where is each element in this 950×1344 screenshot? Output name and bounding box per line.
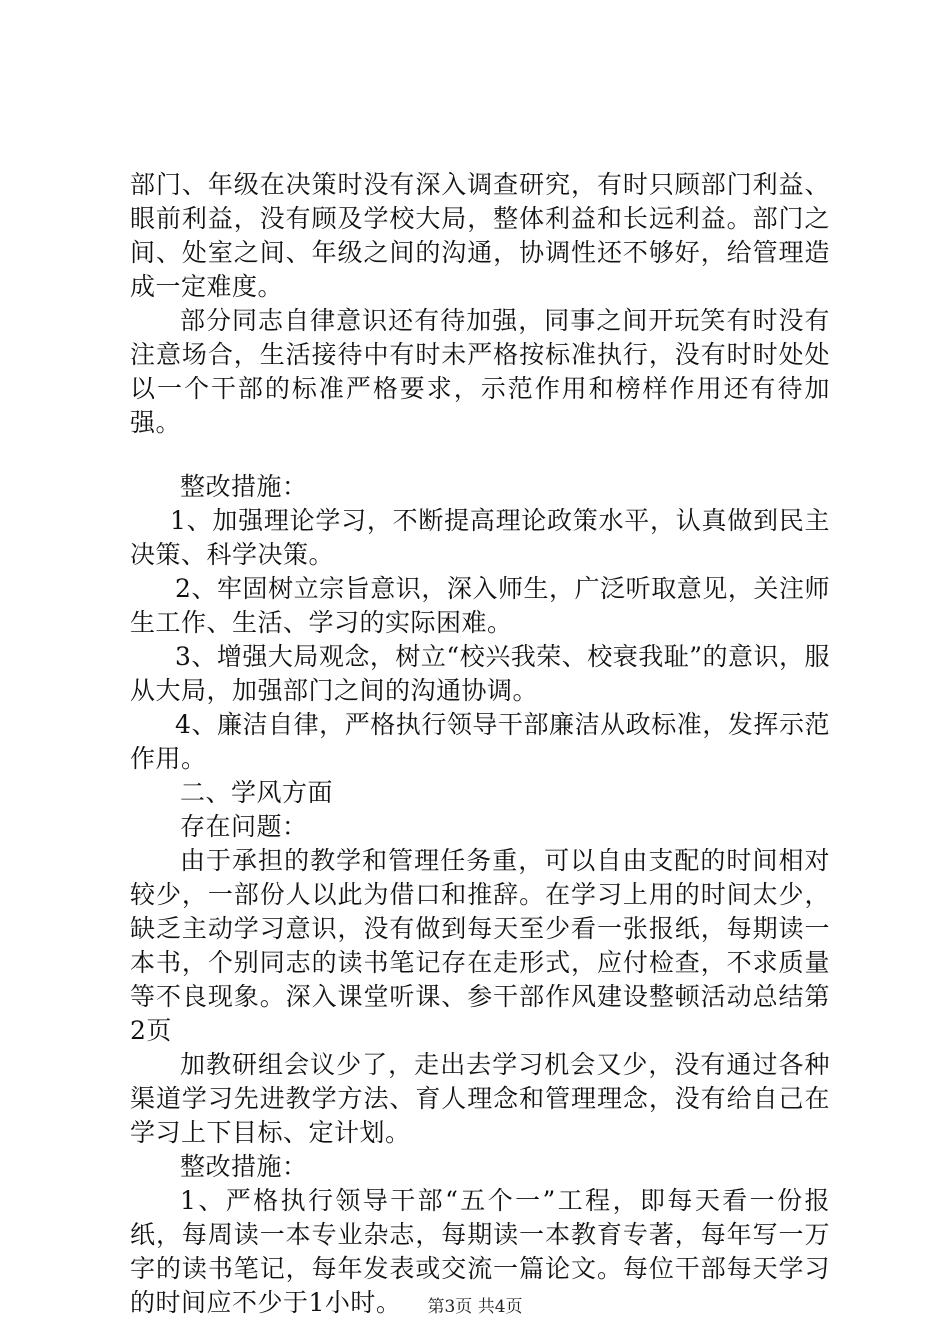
page-footer: 第3页 共4页 <box>427 1297 523 1317</box>
measure-item-3: 3、增强大局观念，树立“校兴我荣、校衰我耻”的意识，服从大局，加强部门之间的沟通协调。 <box>130 642 830 705</box>
paragraph-self-discipline: 部分同志自律意识还有待加强，同事之间开玩笑有时没有注意场合，生活接待中有时未严格按标准执行，没有时时处处以一个干部的标准严格要求，示范作用和榜样作用还有待加强。 <box>130 306 830 437</box>
measure-item-4: 4、廉洁自律，严格执行领导干部廉洁从政标准，发挥示范作用。 <box>130 710 830 773</box>
measure-item-1: 1、加强理论学习，不断提高理论政策水平，认真做到民主决策、科学决策。 <box>130 506 830 569</box>
heading-rectification-measures-2: 整改措施： <box>180 1152 308 1181</box>
section-heading-study-style: 二、学风方面 <box>180 778 334 807</box>
paragraph-study-problems-continued: 加教研组会议少了，走出去学习机会又少，没有通过各种渠道学习先进教学方法、育人理念和管理理念，没有给自己在学习上下目标、定计划。 <box>130 1050 830 1147</box>
paragraph-management-issues: 部门、年级在决策时没有深入调查研究，有时只顾部门利益、眼前利益，没有顾及学校大局，整体利益和长远利益。部门之间、处室之间、年级之间的沟通，协调性还不够好，给管理造成一定难度。 <box>130 170 830 301</box>
document-body <box>130 168 830 1320</box>
heading-existing-problems: 存在问题： <box>180 812 308 841</box>
paragraph-study-problems: 由于承担的教学和管理任务重，可以自由支配的时间相对较少，一部份人以此为借口和推辞。在学习上用的时间太少，缺乏主动学习意识，没有做到每天至少看一张报纸，每期读一本书，个别同志的读书笔记存在走形式，应付检查，不求质量等不良现象。深入课堂听课、参干部作风建设整顿活动总结第2页 <box>130 846 830 1045</box>
measure-item-2: 2、牢固树立宗旨意识，深入师生，广泛听取意见，关注师生工作、生活、学习的实际困难。 <box>130 574 830 637</box>
measure-item-five-ones: 1、严格执行领导干部“五个一”工程，即每天看一份报纸，每周读一本专业杂志，每期读一本教育专著，每年写一万字的读书笔记，每年发表或交流一篇论文。每位干部每天学习的时间应不少于1小时。 <box>130 1186 830 1317</box>
heading-rectification-measures: 整改措施： <box>180 472 308 501</box>
